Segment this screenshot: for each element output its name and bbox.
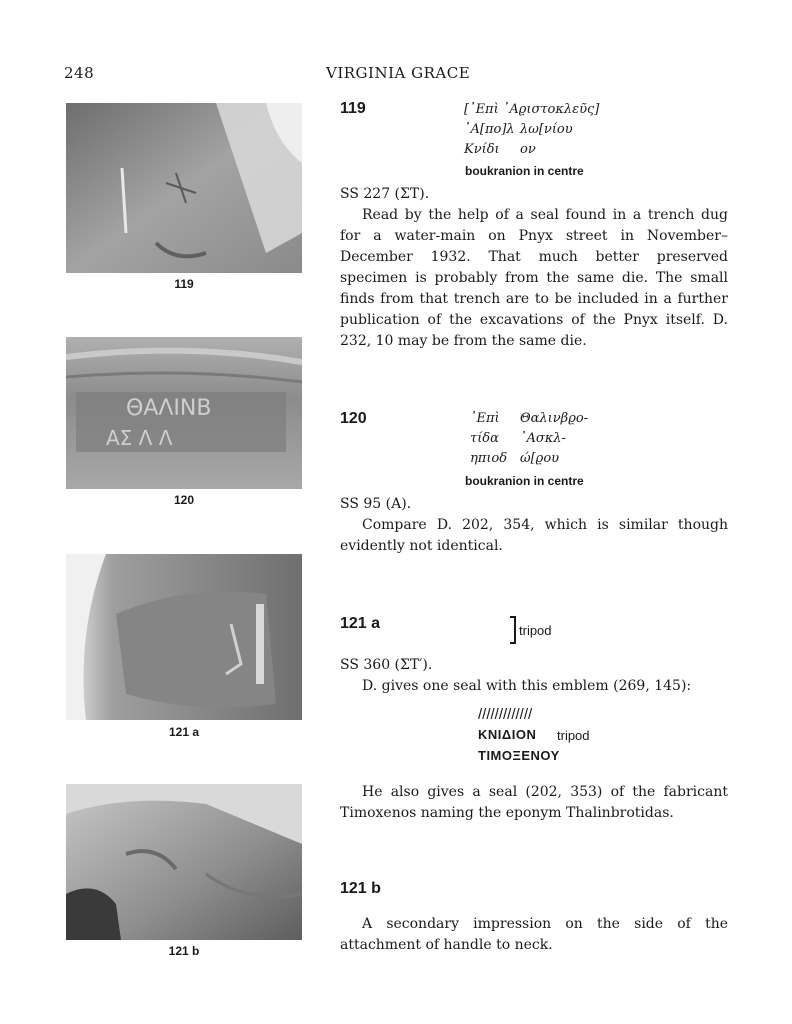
greek-line: ον — [520, 142, 536, 157]
svg-text:ΘΑΛΙΝΒ: ΘΑΛΙΝΒ — [126, 396, 212, 421]
page-number: 248 — [64, 64, 95, 82]
entry-text-120 — [340, 494, 728, 557]
greek-line: Κνίδι — [464, 142, 500, 157]
seal-emblem-label: tripod — [557, 728, 590, 743]
greek-inscription-120 — [470, 409, 588, 469]
plate-photo-119 — [66, 103, 302, 273]
plate-label-121a: 121 a — [168, 725, 200, 739]
paragraph: A secondary impression on the side of the attachment of handle to neck. — [340, 916, 728, 953]
entry-text-121a-2 — [340, 782, 728, 824]
emblem-label-121a: tripod — [519, 623, 552, 638]
reference: SS 227 (ΣΤ). — [340, 186, 430, 202]
greek-line: τίδα — [470, 431, 499, 446]
greek-line: λω[νίου — [520, 122, 573, 137]
greek-line: ᾿Α[πο]λ — [464, 122, 515, 137]
seal-frame-line — [510, 616, 516, 644]
entry-text-119 — [340, 184, 728, 352]
seal-line-knidion: ΚΝΙΔΙΟΝ — [478, 727, 537, 742]
greek-line: ᾿Ασκλ- — [520, 431, 566, 446]
entry-number-119: 119 — [340, 100, 366, 117]
reference: SS 95 (A). — [340, 496, 412, 512]
greek-line: ηπιοδ — [470, 451, 508, 466]
entry-number-121b: 121 b — [340, 880, 381, 897]
plate-label-121b: 121 b — [168, 944, 200, 958]
plate-label-120: 120 — [173, 493, 195, 507]
greek-inscription-119 — [464, 100, 599, 160]
paragraph: Read by the help of a seal found in a trench dug for a water-main on Pnyx street in November–December 1932. That much better preserved specimen is probably from the same die. The small finds from that trench are to be included in a further publication of the excavations of the Pnyx itself. D. 232, 10 may be from the same die. — [340, 207, 728, 349]
entry-text-121a — [340, 655, 728, 697]
svg-text:ΑΣ Λ Λ: ΑΣ Λ Λ — [106, 426, 173, 450]
greek-line: [᾿Επὶ ᾿Αϱιστοκλεῦς] — [464, 102, 600, 117]
paragraph: He also gives a seal (202, 353) of the fabricant Timoxenos naming the eponym Thalinbrotidas. — [340, 784, 728, 821]
seal-line-timoxenou: ΤΙΜΟΞΕΝΟΥ — [478, 748, 560, 763]
emblem-caption-120: boukranion in centre — [465, 474, 584, 488]
plate-label-119: 119 — [174, 277, 194, 291]
reference: SS 360 (ΣΤ′). — [340, 657, 433, 673]
plate-photo-121b — [66, 784, 302, 940]
entry-number-121a: 121 a — [340, 615, 381, 632]
greek-line: ώ[ϱου — [520, 451, 560, 466]
greek-line: Θαλινβϱο- — [520, 411, 589, 426]
running-title: VIRGINIA GRACE — [326, 64, 471, 82]
seal-hatching: ///////////// — [478, 706, 533, 723]
greek-line: ᾿Επὶ — [470, 411, 500, 426]
emblem-caption-119: boukranion in centre — [465, 164, 584, 178]
plate-photo-120 — [66, 337, 302, 489]
paragraph: Compare D. 202, 354, which is similar though evidently not identical. — [340, 517, 728, 554]
paragraph: D. gives one seal with this emblem (269, 145): — [362, 678, 692, 694]
plate-photo-121a — [66, 554, 302, 720]
entry-text-121b — [340, 914, 728, 956]
entry-number-120: 120 — [340, 410, 367, 427]
